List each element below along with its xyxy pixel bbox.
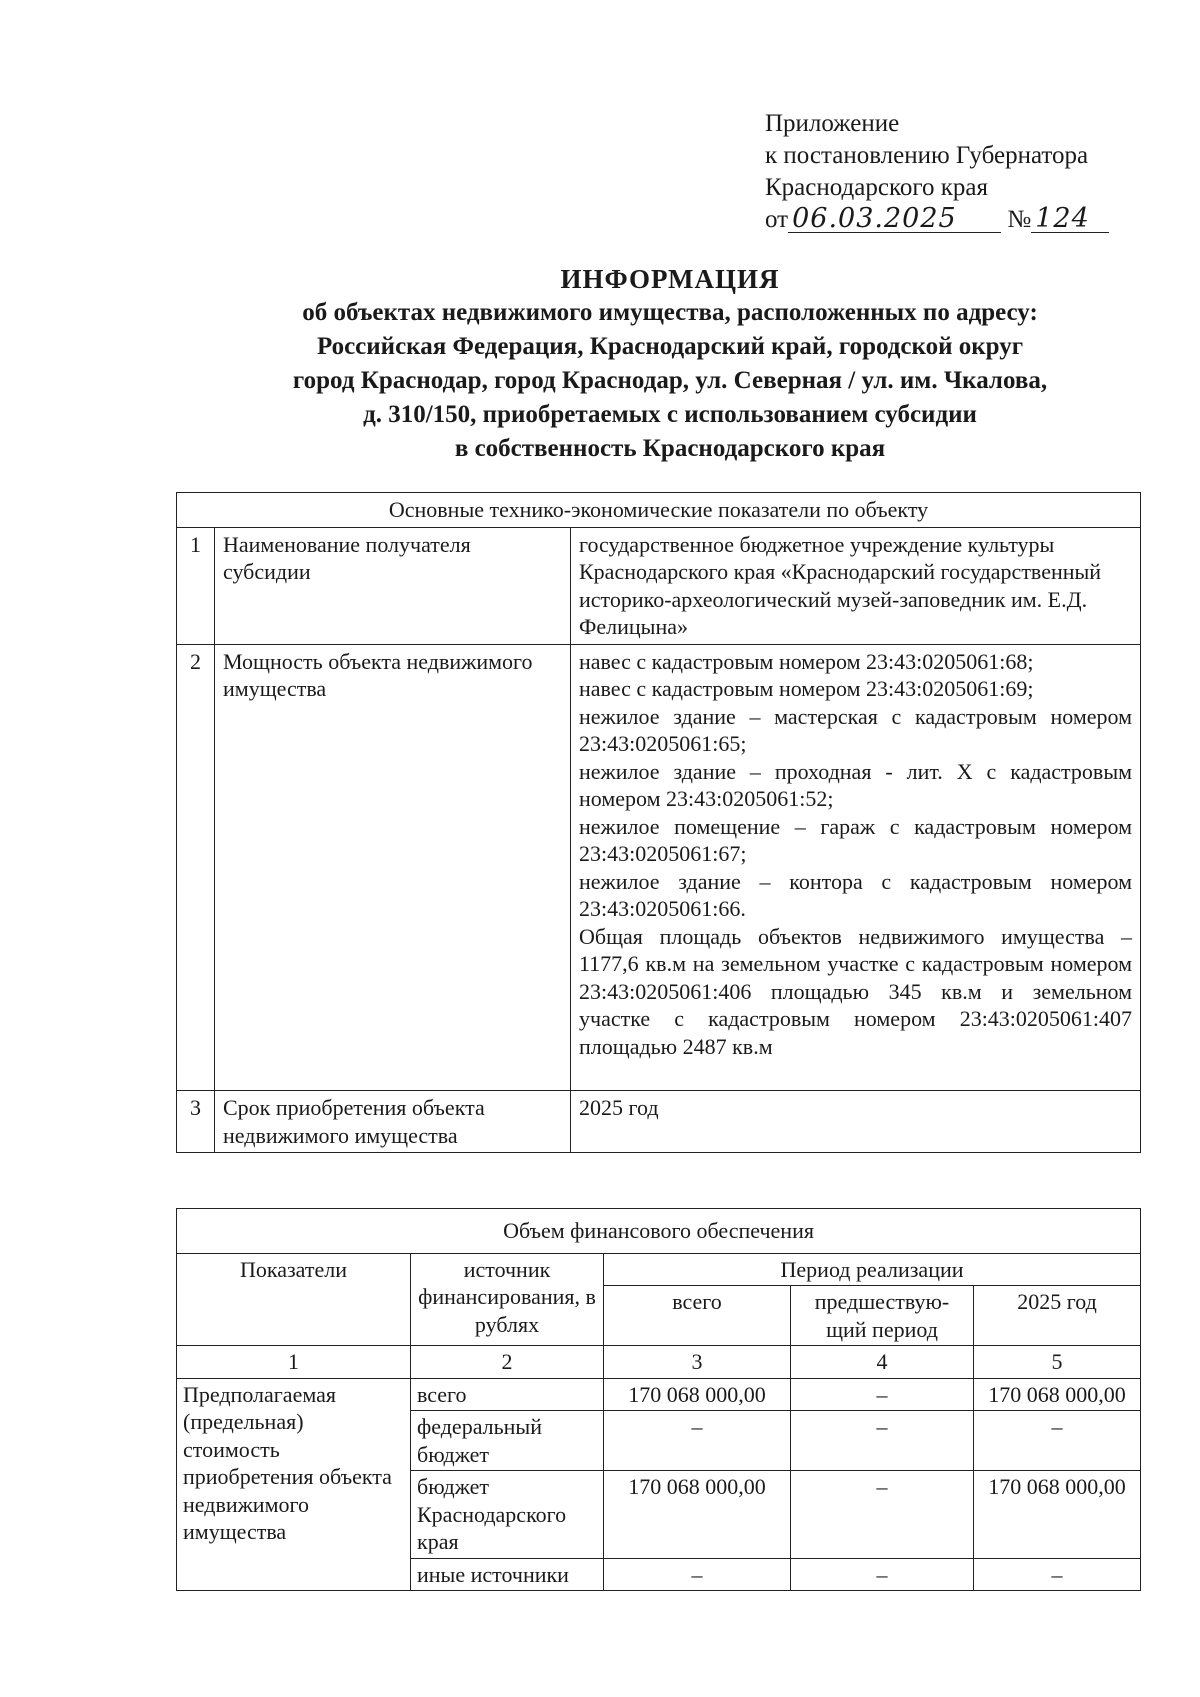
- capacity-summary: Общая площадь объектов недвижимого имущества – 1177,6 кв.м на земельном участке с кадастровым номером 23:43:0205061:406 площадью 345 кв.м и земельном участке с кадастровым номером 23:43:0205061:407 площадью 2487 кв.м: [579, 923, 1133, 1059]
- finance-year: 170 068 000,00: [974, 1378, 1141, 1411]
- capacity-item: нежилое здание – проходная - лит. Х с кадастровым номером 23:43:0205061:52;: [579, 758, 1133, 811]
- finance-total: 170 068 000,00: [604, 1378, 791, 1411]
- approval-block: [765, 108, 1109, 236]
- finance-total: –: [604, 1411, 791, 1471]
- finance-year: 170 068 000,00: [974, 1471, 1141, 1559]
- row-value: 2025 год: [571, 1091, 1141, 1153]
- column-numbers-row: [177, 1346, 1141, 1379]
- column-number: 1: [177, 1346, 411, 1379]
- row-value: [571, 644, 1141, 1091]
- table-row: [177, 1091, 1141, 1153]
- title-line-1: об объектах недвижимого имущества, расположенных по адресу:: [302, 299, 1038, 326]
- row-value: государственное бюджетное учреждение культуры Краснодарского края «Краснодарский государственный историко-археологический музей-заповедник им. Е.Д. Фелицына»: [571, 527, 1141, 644]
- table-row: [177, 527, 1141, 644]
- finance-previous: –: [791, 1471, 974, 1559]
- number-prefix: №: [1007, 206, 1032, 233]
- finance-previous: –: [791, 1558, 974, 1591]
- finance-source: всего: [411, 1378, 604, 1411]
- title-line-2: Российская Федерация, Краснодарский край, городской округ: [316, 333, 1024, 360]
- approval-line-2: к постановлению Губернатора: [765, 142, 1089, 169]
- finance-source: иные источники: [411, 1558, 604, 1591]
- finance-table: [176, 1208, 1141, 1591]
- approval-line-1: Приложение: [765, 110, 900, 137]
- finance-columns-row: [177, 1253, 1141, 1286]
- capacity-item: нежилое здание – мастерская с кадастровым номером 23:43:0205061:65;: [579, 703, 1133, 756]
- title-line-3: город Краснодар, город Краснодар, ул. Северная / ул. им. Чкалова,: [292, 367, 1048, 394]
- finance-total: –: [604, 1558, 791, 1591]
- approval-date-line: [765, 204, 1109, 236]
- title-heading: ИНФОРМАЦИЯ: [560, 264, 780, 294]
- handwritten-number: 124: [1031, 206, 1109, 233]
- row-number: 3: [177, 1091, 215, 1153]
- column-number: 5: [974, 1346, 1141, 1379]
- approval-line-3: Краснодарского края: [765, 174, 988, 201]
- finance-previous: –: [791, 1378, 974, 1411]
- finance-header: Объем финансового обеспечения: [177, 1209, 1141, 1254]
- handwritten-date: 06.03.2025: [788, 206, 1001, 233]
- title-line-5: в собственность Краснодарского края: [454, 435, 886, 462]
- table-header: Основные технико-экономические показатели по объекту: [177, 493, 1141, 528]
- finance-source: федеральный бюджет: [411, 1411, 604, 1471]
- row-label: Срок приобретения объекта недвижимого имущества: [215, 1091, 571, 1153]
- row-number: 2: [177, 644, 215, 1091]
- finance-source: бюджет Краснодарского края: [411, 1471, 604, 1559]
- column-number: 2: [411, 1346, 604, 1379]
- finance-total: 170 068 000,00: [604, 1471, 791, 1559]
- finance-row: [177, 1378, 1141, 1411]
- capacity-item: навес с кадастровым номером 23:43:0205061:68;: [579, 648, 1034, 674]
- column-number: 3: [604, 1346, 791, 1379]
- finance-year: –: [974, 1558, 1141, 1591]
- finance-header-row: [177, 1209, 1141, 1254]
- table-row: [177, 644, 1141, 1091]
- finance-previous: –: [791, 1411, 974, 1471]
- col-indicators: Показатели: [177, 1253, 411, 1346]
- title-line-4: д. 310/150, приобретаемых с использованием субсидии: [363, 401, 977, 428]
- row-label: Наименование получателя субсидии: [215, 527, 571, 644]
- row-label: Мощность объекта недвижимого имущества: [215, 644, 571, 1091]
- col-year: 2025 год: [974, 1286, 1141, 1346]
- table-header-row: [177, 493, 1141, 528]
- indicator-label: Предполагаемая (предельная) стоимость приобретения объекта недвижимого имущества: [177, 1378, 411, 1591]
- capacity-item: навес с кадастровым номером 23:43:0205061:69;: [579, 676, 1034, 701]
- document-title: [160, 262, 1180, 466]
- row-number: 1: [177, 527, 215, 644]
- capacity-item: нежилое здание – контора с кадастровым номером 23:43:0205061:66.: [579, 868, 1133, 921]
- indicators-table: [176, 492, 1141, 1153]
- col-previous: предшествую-щий период: [791, 1286, 974, 1346]
- col-total: всего: [604, 1286, 791, 1346]
- col-source: источник финансирования, в рублях: [411, 1253, 604, 1346]
- date-prefix: от: [765, 206, 789, 233]
- col-period: Период реализации: [604, 1253, 1141, 1286]
- finance-year: –: [974, 1411, 1141, 1471]
- column-number: 4: [791, 1346, 974, 1379]
- capacity-item: нежилое помещение – гараж с кадастровым номером 23:43:0205061:67;: [579, 813, 1133, 866]
